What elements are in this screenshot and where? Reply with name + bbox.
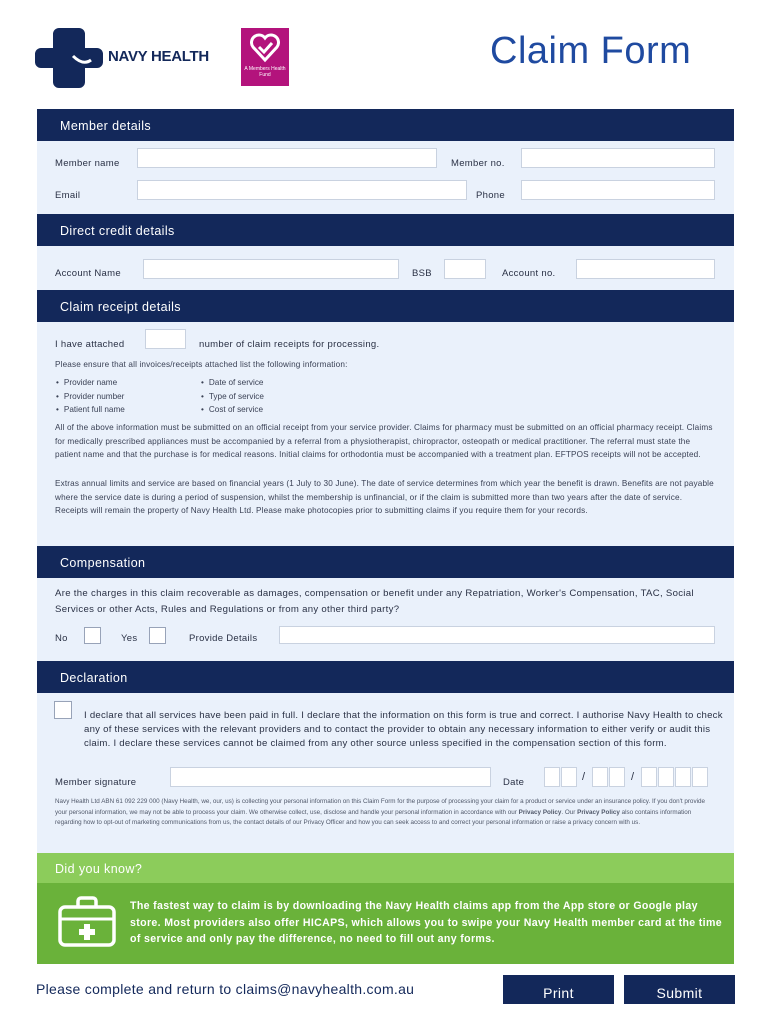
list-item: • Provider name xyxy=(56,376,125,390)
date-year-digit-4[interactable] xyxy=(692,767,708,787)
privacy-policy-link[interactable]: Privacy Policy xyxy=(518,808,562,816)
list-item: • Provider number xyxy=(56,390,125,404)
ensure-info-text: Please ensure that all invoices/receipts attached list the following information: xyxy=(55,360,348,369)
email-input[interactable] xyxy=(137,180,467,200)
required-info-list-right xyxy=(201,376,264,417)
did-you-know-heading: Did you know? xyxy=(37,853,734,883)
date-month-digit-1[interactable] xyxy=(592,767,608,787)
list-item: • Type of service xyxy=(201,390,264,404)
account-name-label: Account Name xyxy=(55,268,121,279)
badge-text: A Members Health Fund xyxy=(244,66,286,78)
privacy-statement xyxy=(55,797,715,829)
privacy-policy-link[interactable]: Privacy Policy xyxy=(577,808,620,816)
direct-credit-heading: Direct credit details xyxy=(37,214,734,246)
date-separator: / xyxy=(582,771,586,783)
did-you-know-text: The fastest way to claim is by downloading the Navy Health claims app from the App store or Google play store. Most providers also offer HICAPS, which allows you to swipe your Navy Health member card at the time of service and only pay the difference, no need to fill out any forms. xyxy=(130,900,722,945)
claim-receipt-heading: Claim receipt details xyxy=(37,290,734,322)
receipt-count-input[interactable] xyxy=(145,329,186,349)
member-no-input[interactable] xyxy=(521,148,715,168)
members-health-fund-badge xyxy=(241,28,289,86)
no-checkbox[interactable] xyxy=(84,627,101,644)
bsb-input[interactable] xyxy=(444,259,486,279)
page-header xyxy=(0,0,770,100)
yes-checkbox[interactable] xyxy=(149,627,166,644)
account-no-label: Account no. xyxy=(502,268,556,279)
privacy-text: also contains information regarding how to opt-out of marketing communications from us, the contact details of our Privacy Officer and how you can seek access to and correct your personal information or raise a privacy concern with us. xyxy=(55,808,692,827)
attached-label: I have attached xyxy=(55,339,125,350)
privacy-text: Navy Health Ltd ABN 61 092 229 000 (Navy Health, we, our, us) is collecting your personal information on this Claim Form for the purpose of processing your claim for a product or service under an insurance policy. If you don't provide your personal information, we may not be able to process your claim. We otherwise collect, use, disclose and handle your personal information in accordance with our xyxy=(55,798,705,816)
first-aid-kit-icon xyxy=(57,895,117,949)
member-name-input[interactable] xyxy=(137,148,437,168)
account-name-input[interactable] xyxy=(143,259,399,279)
date-year-digit-1[interactable] xyxy=(641,767,657,787)
declaration-checkbox[interactable] xyxy=(54,701,72,719)
submit-button[interactable]: Submit xyxy=(624,975,735,1004)
date-separator: / xyxy=(631,771,635,783)
date-month-digit-2[interactable] xyxy=(609,767,625,787)
brand-name: NAVY HEALTH xyxy=(108,48,209,65)
compensation-question: Are the charges in this claim recoverable as damages, compensation or benefit under any Repatriation, Worker's Compensation, TAC, Social Services or other Acts, Rules and Regulations or from any other third party? xyxy=(55,588,694,615)
navy-health-cross-logo-icon xyxy=(33,26,105,90)
list-item: • Date of service xyxy=(201,376,264,390)
date-label: Date xyxy=(503,777,525,788)
no-label: No xyxy=(55,633,68,644)
return-instructions: Please complete and return to claims@navyhealth.com.au xyxy=(36,981,415,997)
heart-check-icon xyxy=(250,33,280,63)
date-day-digit-1[interactable] xyxy=(544,767,560,787)
extras-limits-paragraph: Extras annual limits and service are based on financial years (1 July to 30 June). The date of service determines from which year the benefit is drawn. Benefits are not payable where the service date is during a period of suspension, whilst the membership is unfinancial, or if the claim is submitted more than two years after the date of service. Receipts will remain the property of Navy Health Ltd. Please make photocopies prior to submitting claims if you require them for your records. xyxy=(55,479,714,516)
list-item: • Patient full name xyxy=(56,403,125,417)
member-signature-label: Member signature xyxy=(55,777,137,788)
date-day-digit-2[interactable] xyxy=(561,767,577,787)
member-signature-input[interactable] xyxy=(170,767,491,787)
phone-label: Phone xyxy=(476,190,505,201)
did-you-know-section xyxy=(37,883,734,964)
email-label: Email xyxy=(55,190,81,201)
bsb-label: BSB xyxy=(412,268,432,279)
account-no-input[interactable] xyxy=(576,259,715,279)
member-no-label: Member no. xyxy=(451,158,505,169)
receipt-requirements-paragraph: All of the above information must be submitted on an official receipt from your service provider. Claims for pharmacy must be submitted on an official pharmacy receipt. Claims for medically prescribed appliances must be accompanied by a referral from a physiotherapist, chiropractor, osteopath or medical practitioner. The referral must state the patient name and that the purchase is for medical reasons. Initial claims for orthodontia must be accompanied with a treatment plan. EFTPOS receipts will not be accepted. xyxy=(55,423,713,460)
provide-details-label: Provide Details xyxy=(189,633,258,644)
phone-input[interactable] xyxy=(521,180,715,200)
provide-details-input[interactable] xyxy=(279,626,715,644)
member-details-heading: Member details xyxy=(37,109,734,141)
date-year-digit-3[interactable] xyxy=(675,767,691,787)
compensation-heading: Compensation xyxy=(37,546,734,578)
print-button[interactable]: Print xyxy=(503,975,614,1004)
yes-label: Yes xyxy=(121,633,138,644)
privacy-text: . Our xyxy=(561,808,578,816)
declaration-heading: Declaration xyxy=(37,661,734,693)
member-name-label: Member name xyxy=(55,158,120,169)
declaration-text: I declare that all services have been paid in full. I declare that the information on this form is true and correct. I authorise Navy Health to check any of these services with the relevant providers and to contact the provider to obtain any necessary information to either verify or audit this claim. I declare these services cannot be claimed from any other source unless specified in the compensation section of this form. xyxy=(84,710,723,749)
date-year-digit-2[interactable] xyxy=(658,767,674,787)
list-item: • Cost of service xyxy=(201,403,264,417)
page-title: Claim Form xyxy=(490,30,692,72)
attached-suffix-label: number of claim receipts for processing. xyxy=(199,339,380,350)
required-info-list-left xyxy=(56,376,125,417)
